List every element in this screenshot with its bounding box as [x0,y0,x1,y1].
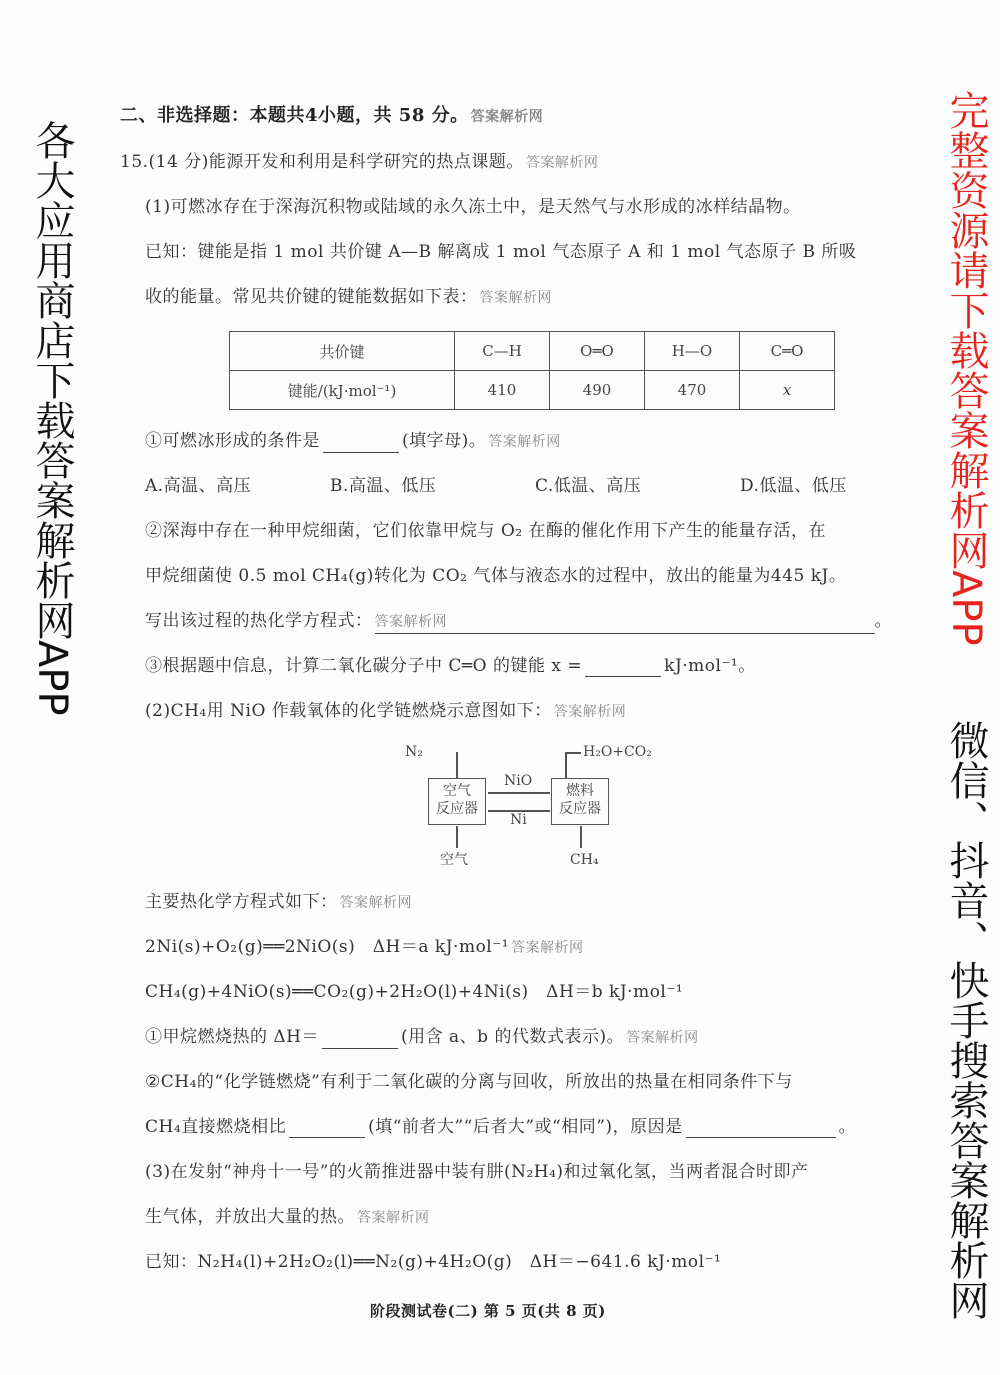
ch4-label: CH₄ [570,852,599,868]
table-cell: 470 [645,371,740,410]
table-cell: H—O [645,332,740,371]
answer-blank [585,660,661,677]
answer-blank [323,436,399,453]
paragraph: ②深海中存在一种甲烷细菌，它们依靠甲烷与 O₂ 在酶的催化作用下产生的能量存活，在 [145,521,827,541]
air-label: 空气 [440,852,468,868]
air-reactor-box: 空气 反应器 [428,778,486,825]
table-row [230,371,835,410]
ch4-inlet-arrow [580,826,582,848]
bond-energy-table [229,331,835,410]
table-cell: O═O [550,332,645,371]
paragraph: 写出该过程的热化学方程式： 答案解析网 。 [145,610,892,634]
table-cell: 键能/(kJ·mol⁻¹) [230,371,455,410]
products-label: H₂O+CO₂ [583,744,652,760]
nio-label: NiO [504,773,533,789]
product-arrow [565,752,567,778]
answer-blank [289,1121,365,1138]
answer-blank [686,1121,836,1138]
table-cell: C═O [740,332,835,371]
equation-1: 2Ni(s)+O₂(g)══2NiO(s) ΔH＝a kJ·mol⁻¹ 答案解析网 [145,937,584,957]
paragraph: (1)可燃冰存在于深海沉积物或陆域的永久冻土中，是天然气与水形成的冰样结晶物。 [145,197,801,217]
sub-question-1: ①可燃冰形成的条件是 (填字母)。 答案解析网 [145,431,561,451]
paragraph: 收的能量。常见共价键的键能数据如下表： 答案解析网 [145,287,552,307]
section-header: 二、非选择题：本题共4小题，共 58 分。 答案解析网 [120,105,544,126]
part2-sub1: ①甲烷燃烧热的 ΔH＝ (用含 a、b 的代数式表示)。 答案解析网 [145,1027,699,1047]
ni-label: Ni [510,812,527,828]
table-cell: 490 [550,371,645,410]
table-cell: 410 [455,371,550,410]
table-cell: C—H [455,332,550,371]
sub-question-3: ③根据题中信息，计算二氧化碳分子中 C═O 的键能 x = kJ·mol⁻¹。 [145,656,756,676]
answer-blank [322,1032,398,1049]
option-a: A.高温、高压 [145,476,252,496]
table-header-row [230,332,835,371]
paragraph: 甲烷细菌使 0.5 mol CH₄(g)转化为 CO₂ 气体与液态水的过程中，放出的能量为445 kJ。 [145,566,847,586]
paragraph: 生气体，并放出大量的热。 答案解析网 [145,1207,430,1227]
watermark: 各大应用商店下载答案解析网APP [29,120,75,716]
option-d: D.低温、低压 [740,476,847,496]
product-arrow [565,752,581,754]
fuel-reactor-box: 燃料 反应器 [551,778,609,825]
n2-label: N₂ [405,744,423,760]
nio-arrow [488,792,550,794]
option-c: C.低温、高压 [535,476,642,496]
paragraph: (2)CH₄用 NiO 作载氧体的化学链燃烧示意图如下： 答案解析网 [145,701,627,721]
option-b: B.高温、低压 [330,476,437,496]
watermark: 微信、抖音、快手搜索答案解析网 [943,720,989,1320]
watermark: 完整资源请下载答案解析网APP [943,90,989,646]
question-title: 15.(14 分)能源开发和利用是科学研究的热点课题。 答案解析网 [120,152,599,172]
page-footer: 阶段测试卷(二) 第 5 页(共 8 页) [370,1302,606,1320]
table-cell: 共价键 [230,332,455,371]
paragraph: (3)在发射“神舟十一号”的火箭推进器中装有肼(N₂H₄)和过氧化氢，当两者混合时即产 [145,1162,809,1182]
part2-sub2: CH₄直接燃烧相比 (填“前者大”“后者大”或“相同”)，原因是 。 [145,1117,857,1137]
paragraph: 已知：键能是指 1 mol 共价键 A—B 解离成 1 mol 气态原子 A 和 1 mol 气态原子 B 所吸 [145,242,857,262]
paragraph: ②CH₄的“化学链燃烧”有利于二氧化碳的分离与回收，所放出的热量在相同条件下与 [145,1072,793,1092]
paragraph: 主要热化学方程式如下： 答案解析网 [145,892,412,912]
equation-2: CH₄(g)+4NiO(s)══CO₂(g)+2H₂O(l)+4Ni(s) ΔH＝b kJ·mol⁻¹ [145,982,684,1002]
equation-3: 已知：N₂H₄(l)+2H₂O₂(l)══N₂(g)+4H₂O(g) ΔH＝−641.6 kJ·mol⁻¹ [145,1252,722,1272]
air-inlet-arrow [456,826,458,848]
n2-arrow [456,752,458,778]
table-cell: x [740,371,835,410]
